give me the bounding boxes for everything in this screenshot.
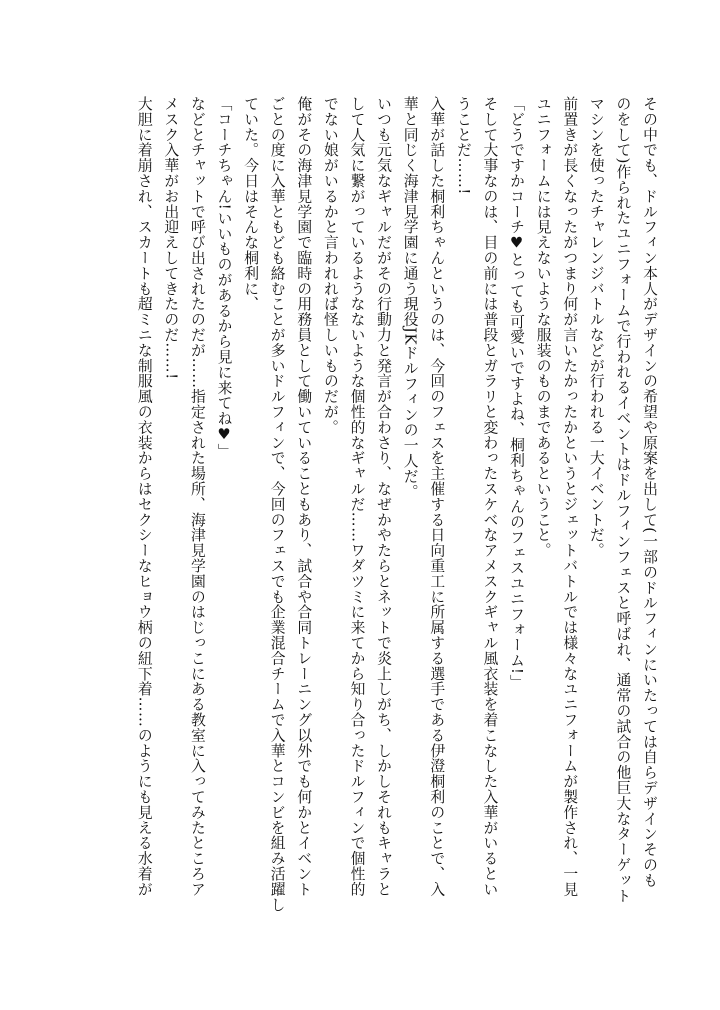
text-line: 俺がその海津見学園で臨時の用務員として働いていることもあり、試合や合同トレーニング以外でも何かとイベント <box>295 96 313 897</box>
text-line: ていた。今日はそんな桐利に、 <box>242 96 260 312</box>
text-line: ごとの度に入華ともども絡むことが多いドルフィンで、今回のフェスでも企業混合チームで入華とコンビを組み活躍し <box>268 96 286 913</box>
text-line: 大胆に着崩され、スカートも超ミニな制服風の衣装からはセクシーなヒョウ柄の紐下着……のようにも見える水着が <box>135 96 153 897</box>
text-line: ユニフォームには見えないような服装のものまであるということ。 <box>534 96 552 558</box>
text-line: などとチャットで呼び出されたのだが……指定された場所、海津見学園のはじっこにある教室に入ってみたところア <box>188 96 206 897</box>
text-line: 入華が話した桐利ちゃんというのは、今回のフェスを主催する日向重工に所属する選手である伊澄桐利のことで、入 <box>428 96 446 897</box>
text-line: うことだ……! <box>454 96 472 195</box>
vertical-text-body <box>58 96 662 928</box>
dialogue-line: 「コーチちゃん!いいものがあるから見に来てね♥」 <box>215 96 233 459</box>
text-line: 華と同じく海津見学園に通う現役JKドルフィンの一人だ。 <box>401 96 419 500</box>
text-line: いつも元気なギャルだがその行動力と発言が合わさり、なぜかやたらとネットで炎上しがち、しかしそれもキャラと <box>375 96 393 897</box>
text-line: のをして)作られたユニフォームで行われるイベントはドルフィンフェスと呼ばれ、通常の試合の他巨大なターゲット <box>614 96 632 904</box>
text-line: マシンを使ったチャレンジバトルなどが行われる一大イベントだ。 <box>587 96 605 558</box>
text-line: でない娘がいるかと言われれば怪しいものだが。 <box>321 96 339 435</box>
text-line: そして大事なのは、目の前には普段とガラリと変わったスケベなアメスクギャル風衣装を着こなした入華がいるとい <box>481 96 499 897</box>
text-line: メスク入華がお出迎えしてきたのだ……! <box>162 96 180 380</box>
text-line: 前置きが長くなったがつまり何が言いたかったかというとジェットバトルでは様々なユニフォームが製作され、一見 <box>561 96 579 897</box>
text-line: して人気に繋がっているようなないような個性的なギャルだ……ワダツミに来てから知り合ったドルフィンで個性的 <box>348 96 366 897</box>
text-line: その中でも、ドルフィン本人がデザインの希望や原案を出して(一部のドルフィンにいたっては自らデザインそのも <box>641 96 658 888</box>
dialogue-line: 「どうですかコーチ♥とっても可愛いですよね、桐利ちゃんのフェスユニフォーム!」 <box>508 96 526 690</box>
